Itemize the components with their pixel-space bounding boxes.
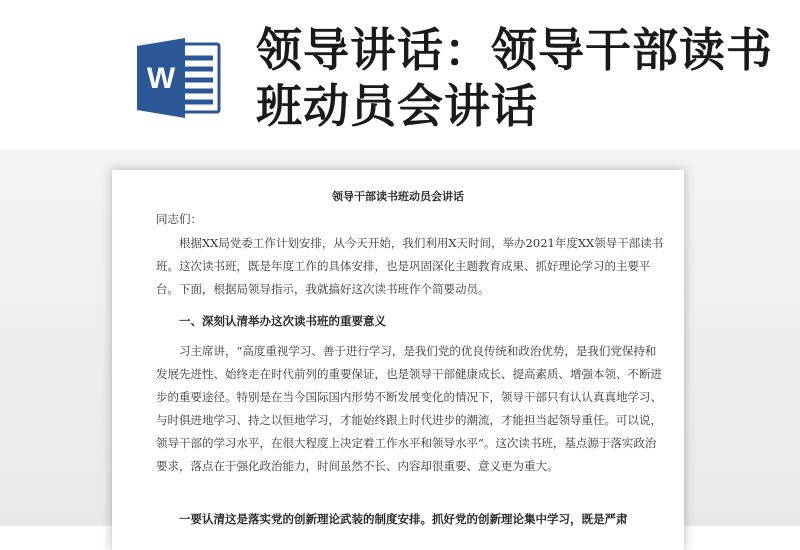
paragraph-2: 习主席讲，“高度重视学习、善于进行学习，是我们党的优良传统和政治优势，是我们党保持和发展先进性、始终走在时代前列的重要保证，也是领导干部健康成长、提高素质、增强本领、不断进步的重要途径。特别是在当今国际国内形势不断发展变化的情况下，领导干部只有认认真真地学习、与时俱进地学习、持之以恒地学习，才能始终跟上时代进步的潮流，才能担当起领导重任。可以说，领导干部的学习水平，在很大程度上决定着工作水平和领导水平”。这次读书班，基点源于落实政治要求，落点在于强化政治能力，时间虽然不长、内容却很重要、意义更为重大。 [156, 344, 662, 473]
paragraph-1: 根据XX局党委工作计划安排，从今天开始，我们利用X天时间，举办2021年度XX领导干部读书班。这次读书班，既是年度工作的具体安排，也是巩固深化主题教育成果、抓好理论学习的主要平台。下面，根据局领导指示，我就搞好这次读书班作个简要动员。 [156, 236, 664, 296]
word-document-icon [137, 38, 223, 118]
page-title: 领导讲话：领导干部读书班动员会讲话 [256, 23, 773, 133]
document-page [112, 170, 684, 550]
paragraph-3: 一要认清这是落实党的创新理论武装的制度安排。抓好党的创新理论集中学习，既是严肃 [179, 512, 628, 526]
salutation: 同志们： [156, 212, 202, 226]
header [0, 0, 800, 150]
section-heading-1: 一、深刻认清举办这次读书班的重要意义 [179, 314, 386, 328]
document-title: 领导干部读书班动员会讲话 [332, 190, 464, 203]
word-icon-letter: W [146, 62, 176, 95]
